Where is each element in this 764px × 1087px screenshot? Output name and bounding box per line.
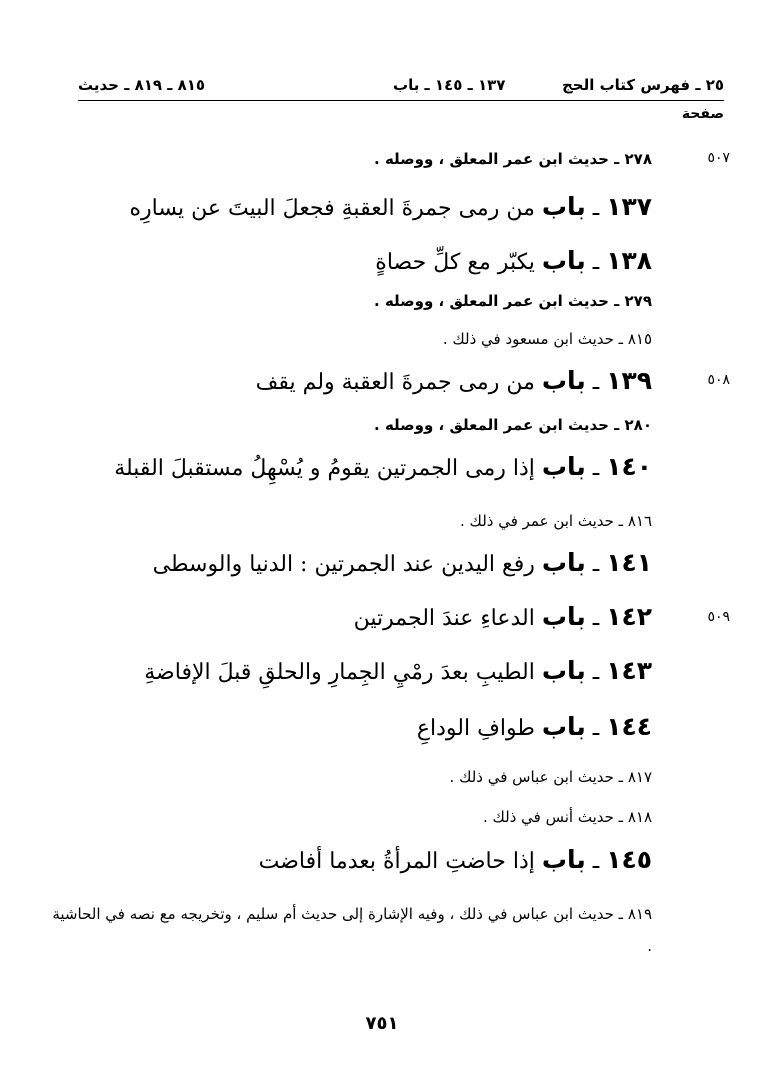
bab-137: ١٣٧ ـ باب من رمى جمرةَ العقبةِ فجعلَ البيتَ عن يسارِه bbox=[129, 192, 652, 221]
bab-word: باب bbox=[541, 246, 586, 275]
bab-word: باب bbox=[541, 712, 586, 741]
hadith-280: ٢٨٠ ـ حديث ابن عمر المعلق ، ووصله . bbox=[374, 416, 652, 434]
bab-title: من رمى جمرةَ العقبة ولم يقف bbox=[255, 370, 535, 395]
bab-word: باب bbox=[541, 366, 586, 395]
bab-title: طوافِ الوداعِ bbox=[416, 716, 535, 741]
bab-word: باب bbox=[541, 452, 586, 481]
running-header bbox=[78, 70, 724, 101]
bab-138: ١٣٨ ـ باب يكبّر مع كلِّ حصاةٍ bbox=[375, 246, 652, 275]
bab-143: ١٤٣ ـ باب الطيبِ بعدَ رمْيِ الجِمارِ والحلقِ قبلَ الإفاضةِ bbox=[144, 656, 652, 685]
bab-144: ١٤٤ ـ باب طوافِ الوداعِ bbox=[416, 712, 652, 741]
bab-title: يكبّر مع كلِّ حصاةٍ bbox=[375, 250, 535, 275]
bab-number: ١٤٠ bbox=[606, 452, 652, 481]
page-ref-508: ٥٠٨ bbox=[707, 372, 730, 388]
bab-number: ١٤٣ bbox=[606, 656, 652, 685]
bab-number: ١٣٨ bbox=[606, 246, 652, 275]
bab-title: الدعاءِ عندَ الجمرتين bbox=[353, 606, 535, 631]
hadith-815: ٨١٥ ـ حديث ابن مسعود في ذلك . bbox=[442, 330, 652, 348]
bab-number: ١٤١ bbox=[606, 548, 652, 577]
bab-word: باب bbox=[541, 192, 586, 221]
header-bab-range: ١٣٧ ـ ١٤٥ ـ باب bbox=[393, 76, 506, 94]
hadith-819: ٨١٩ ـ حديث ابن عباس في ذلك ، وفيه الإشارة إلى حديث أم سليم ، وتخريجه مع نصه في الحاشية . bbox=[52, 905, 652, 955]
bab-word: باب bbox=[541, 656, 586, 685]
bab-title: الطيبِ بعدَ رمْيِ الجِمارِ والحلقِ قبلَ الإفاضةِ bbox=[144, 660, 535, 685]
bab-title: رفع اليدين عند الجمرتين : الدنيا والوسطى bbox=[152, 552, 535, 577]
bab-title: من رمى جمرةَ العقبةِ فجعلَ البيتَ عن يسارِه bbox=[129, 196, 535, 221]
bab-number: ١٣٧ bbox=[606, 192, 652, 221]
page-number: ٧٥١ bbox=[365, 1013, 399, 1034]
hadith-279: ٢٧٩ ـ حديث ابن عمر المعلق ، ووصله . bbox=[374, 292, 652, 310]
bab-number: ١٤٢ bbox=[606, 602, 652, 631]
bab-number: ١٤٥ bbox=[606, 845, 652, 874]
bab-word: باب bbox=[541, 548, 586, 577]
page-ref-509: ٥٠٩ bbox=[707, 609, 730, 625]
hadith-816: ٨١٦ ـ حديث ابن عمر في ذلك . bbox=[460, 512, 652, 530]
hadith-817: ٨١٧ ـ حديث ابن عباس في ذلك . bbox=[449, 768, 652, 786]
header-chapter-title: ٢٥ ـ فهرس كتاب الحج bbox=[561, 76, 724, 94]
bab-word: باب bbox=[541, 845, 586, 874]
header-hadith-range: ٨١٥ ـ ٨١٩ ـ حديث bbox=[78, 76, 206, 94]
bab-145: ١٤٥ ـ باب إذا حاضتِ المرأةُ بعدما أفاضت bbox=[258, 845, 652, 874]
page-ref-507: ٥٠٧ bbox=[707, 150, 730, 166]
bab-139: ١٣٩ ـ باب من رمى جمرةَ العقبة ولم يقف bbox=[255, 366, 652, 395]
bab-141: ١٤١ ـ باب رفع اليدين عند الجمرتين : الدنيا والوسطى bbox=[152, 548, 652, 577]
bab-number: ١٣٩ bbox=[606, 366, 652, 395]
bab-word: باب bbox=[541, 602, 586, 631]
bab-title: إذا رمى الجمرتين يقومُ و يُسْهِلُ مستقبلَ القبلة bbox=[114, 456, 535, 481]
bab-142: ١٤٢ ـ باب الدعاءِ عندَ الجمرتين bbox=[353, 602, 652, 631]
page-column-label: صفحة bbox=[681, 106, 724, 122]
hadith-818: ٨١٨ ـ حديث أنس في ذلك . bbox=[482, 808, 652, 826]
bab-140: ١٤٠ ـ باب إذا رمى الجمرتين يقومُ و يُسْهِلُ مستقبلَ القبلة bbox=[114, 452, 652, 481]
hadith-278: ٢٧٨ ـ حديث ابن عمر المعلق ، ووصله . bbox=[374, 150, 652, 168]
bab-title: إذا حاضتِ المرأةُ بعدما أفاضت bbox=[258, 849, 535, 874]
bab-number: ١٤٤ bbox=[606, 712, 652, 741]
